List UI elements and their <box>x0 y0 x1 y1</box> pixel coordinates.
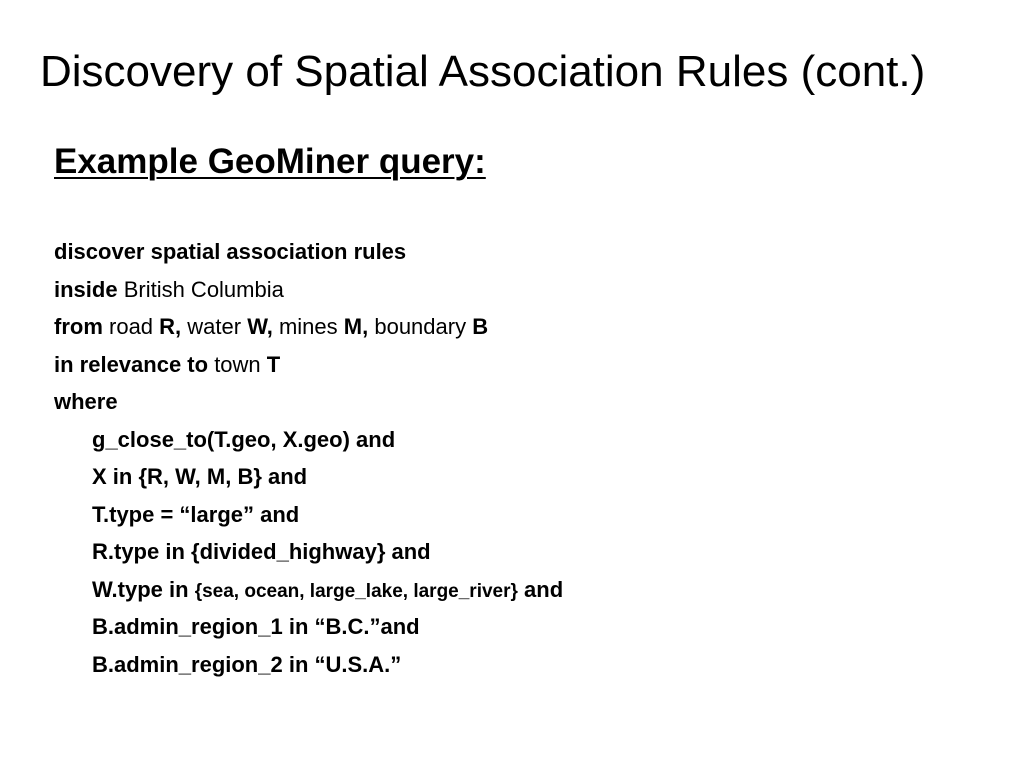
relevance-text-town: town <box>208 351 267 377</box>
condition-t-type: T.type = “large” and <box>92 501 300 527</box>
slide-title: Discovery of Spatial Association Rules (cont.) <box>40 47 926 96</box>
query-line-inside <box>54 271 563 309</box>
keyword-inside: inside <box>54 276 118 302</box>
w-type-and: and <box>517 576 564 602</box>
condition-w-type <box>54 571 563 609</box>
keyword-from: from <box>54 314 103 339</box>
from-var-m: M, <box>343 314 369 339</box>
slide-subtitle: Example GeoMiner query: <box>54 142 486 181</box>
condition-r-type: R.type in {divided_highway} and <box>92 539 431 564</box>
query-line-relevance <box>54 346 563 384</box>
relevance-var-t: T <box>266 351 281 377</box>
from-text-boundary: boundary <box>368 314 473 339</box>
from-text-mines: mines <box>272 314 344 339</box>
condition-close-to: g_close_to(T.geo, X.geo) and <box>92 426 396 452</box>
geominer-query <box>54 233 563 683</box>
from-text-water: water <box>181 314 248 339</box>
query-line-discover: discover spatial association rules <box>54 239 407 264</box>
query-line-from <box>54 308 563 346</box>
from-text-road: road <box>102 314 160 339</box>
condition-x-in: X in {R, W, M, B} and <box>92 464 308 489</box>
w-type-prefix: W.type in <box>92 576 195 602</box>
condition-admin-region-1: B.admin_region_1 in “B.C.”and <box>92 614 420 639</box>
w-type-set: {sea, ocean, large_lake, large_river} <box>194 580 518 602</box>
inside-value: British Columbia <box>117 276 284 302</box>
keyword-in-relevance-to: in relevance to <box>54 351 209 377</box>
condition-admin-region-2: B.admin_region_2 in “U.S.A.” <box>92 651 402 677</box>
query-line-where: where <box>54 389 118 414</box>
from-var-w: W, <box>247 314 273 339</box>
from-var-r: R, <box>159 314 182 339</box>
from-var-b: B <box>472 314 489 339</box>
